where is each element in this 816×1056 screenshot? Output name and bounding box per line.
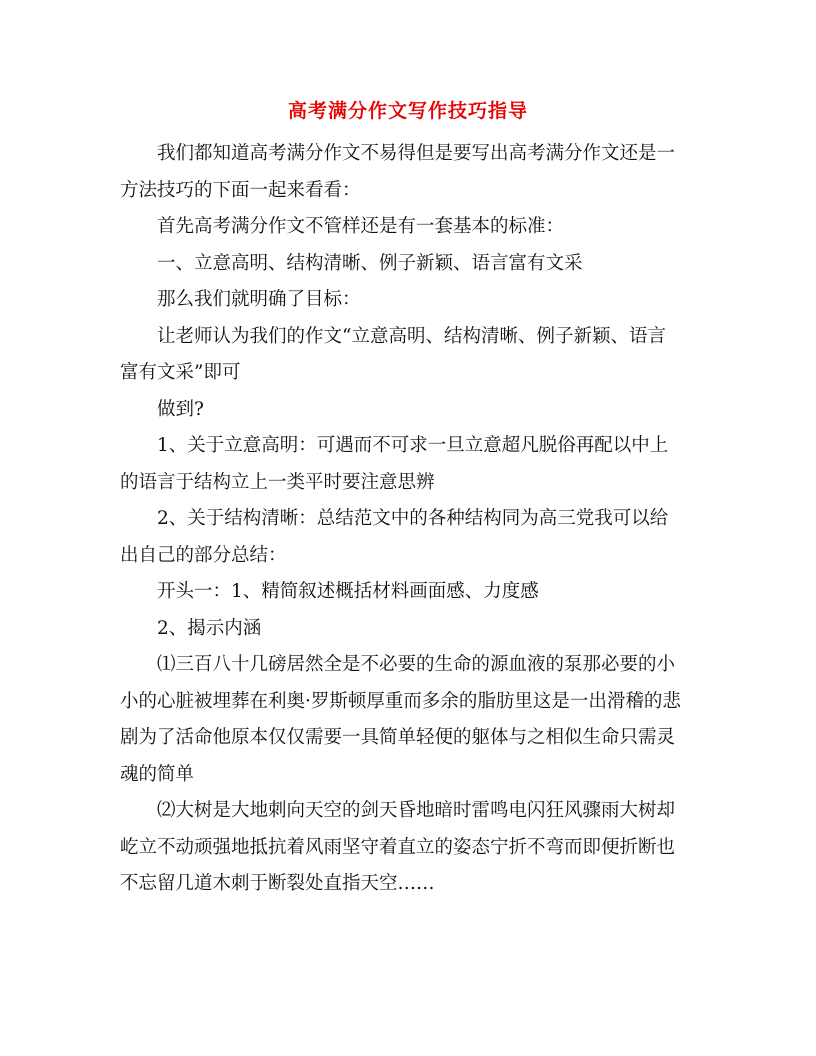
paragraph: 一、立意高明、结构清晰、例子新颖、语言富有文采	[157, 252, 583, 274]
paragraph: 2、揭示内涵	[157, 617, 262, 639]
paragraph: 做到?	[157, 398, 204, 420]
paragraph: 开头一：1、精简叙述概括材料画面感、力度感	[157, 581, 539, 602]
paragraph: 1、关于立意高明：可遇而不可求一旦立意超凡脱俗再配以中上的语言于结构立上一类平时要注意思辨	[120, 435, 669, 493]
paragraph: 我们都知道高考满分作文不易得但是要写出高考满分作文还是一方法技巧的下面一起来看看：	[120, 143, 676, 201]
paragraph: ⑴三百八十几磅居然全是不必要的生命的源血液的泵那必要的小小的心脏被埋葬在利奥·罗斯顿厚重而多余的脂肪里这是一出滑稽的悲剧为了活命他原本仅仅需要一具简单轻便的躯体与之相似生命只需灵魂的简单	[120, 654, 681, 785]
document-body	[120, 136, 684, 903]
paragraph: 那么我们就明确了目标：	[157, 289, 361, 310]
document-title: 高考满分作文写作技巧指导	[287, 100, 528, 122]
paragraph: 首先高考满分作文不管样还是有一套基本的标准：	[157, 216, 565, 237]
paragraph: ⑵大树是大地刺向天空的剑天昏地暗时雷鸣电闪狂风骤雨大树却屹立不动顽强地抵抗着风雨坚守着直立的姿态宁折不弯而即便折断也不忘留几道木刺于断裂处直指天空……	[120, 800, 676, 894]
paragraph: 让老师认为我们的作文“立意高明、结构清晰、例子新颖、语言富有文采”即可	[120, 325, 666, 383]
paragraph: 2、关于结构清晰：总结范文中的各种结构同为高三党我可以给出自己的部分总结：	[120, 508, 669, 566]
